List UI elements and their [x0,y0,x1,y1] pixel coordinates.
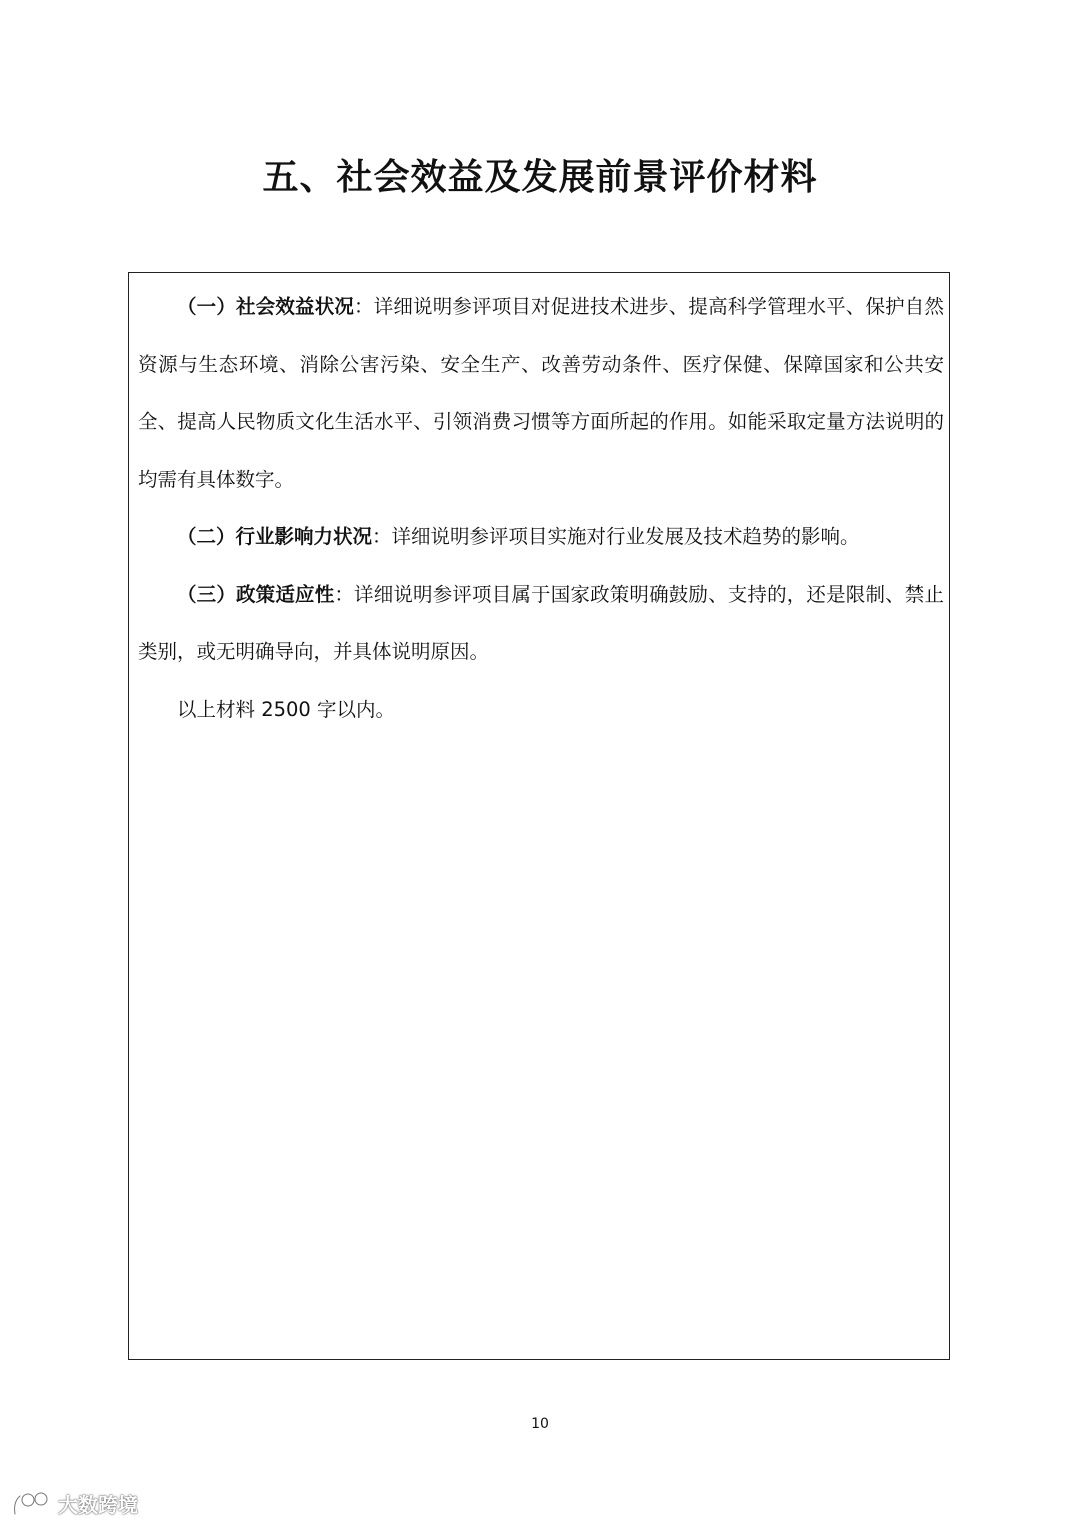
section-heading: （一）社会效益状况 [177,295,355,318]
watermark [10,1486,138,1520]
section-industry-influence [138,508,944,566]
watermark-text: 大数跨境 [58,1492,138,1517]
section-separator: ： [334,582,355,606]
brand-logo-icon [10,1488,54,1518]
section-separator: ： [354,295,374,318]
section-text: 详细说明参评项目实施对行业发展及技术趋势的影响。 [391,525,860,548]
section-heading: （三）政策适应性 [177,582,335,606]
page-number: 10 [531,1416,549,1432]
body-text [138,278,944,738]
section-social-benefit [138,278,944,508]
page-title: 五、社会效益及发展前景评价材料 [262,157,818,198]
section-heading: （二）行业影响力状况 [177,525,373,548]
word-limit-note: 以上材料 2500 字以内。 [177,697,396,721]
section-separator: ： [372,525,392,548]
section-text: 详细说明参评项目属于国家政策明确鼓励、支持的，还是限制、禁止类别，或无明确导向，并具体说明原因。 [138,582,944,663]
section-text: 详细说明参评项目对促进技术进步、提高科学管理水平、保护自然资源与生态环境、消除公害污染、安全生产、改善劳动条件、医疗保健、保障国家和公共安全、提高人民物质文化生活水平、引领消费习惯等方面所起的作用。如能采取定量方法说明的均需有具体数字。 [138,295,944,491]
section-policy-adaptability [138,566,944,681]
